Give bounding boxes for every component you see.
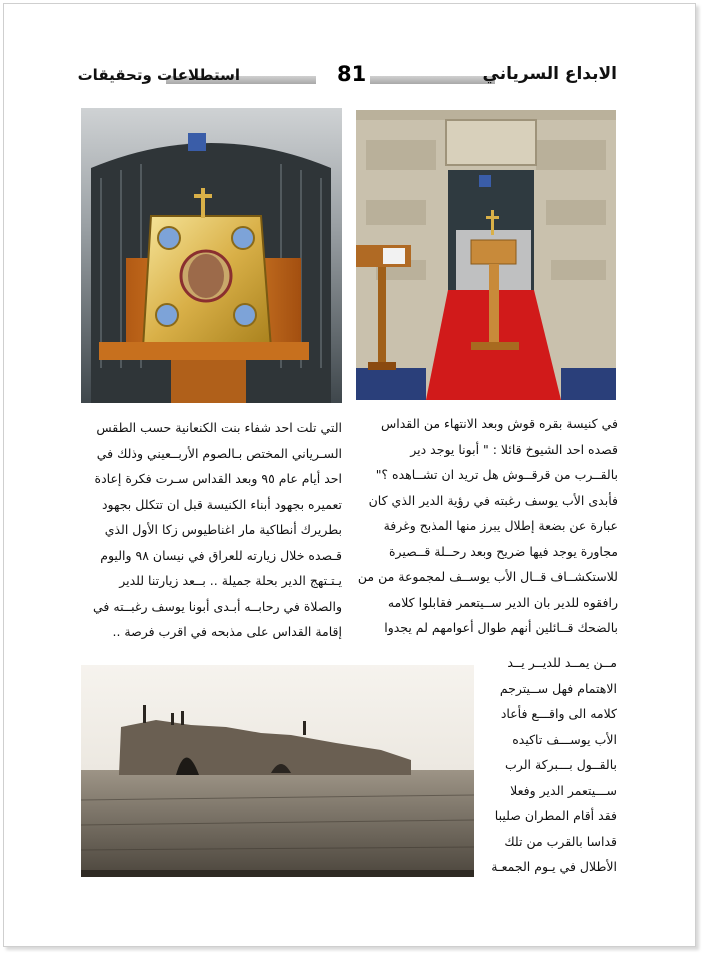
article-line: للاستكشــاف قــال الأب يوســف لمجموعة من من: [357, 569, 618, 584]
article-line: الأب يوســـف تاكيده: [512, 731, 617, 747]
article-line: عبارة عن بضعة إطلال يبرز منها المذبح وغرفة: [383, 518, 618, 533]
article-line: قصده احد الشيوخ قائلا : " أبونا يوجد دير: [410, 441, 618, 457]
article-line: فأبدى الأب يوسف رغبته في رؤية الدير الذي كان: [368, 492, 618, 508]
article-line: احد أيام عام ٩٥ وبعد القداس سـرت فكرة إعادة: [94, 471, 342, 486]
section-title: استطلاعات وتحقيقات: [77, 66, 240, 84]
page-number: 81: [337, 62, 367, 86]
article-line: بالضحك قــائلين أنهم طوال أعوامهم لم يجدوا: [384, 620, 618, 635]
article-line: بطريرك أنطاكية مار اغناطيوس زكا الأول الذي: [104, 522, 342, 537]
article-line: قداسا بالقرب من تلك: [504, 833, 617, 849]
article-column-left: [80, 415, 342, 645]
article-line: السـرياني المختص بـالصوم الأربــعيني وذلك في: [96, 445, 342, 461]
page-header: [77, 62, 617, 92]
article-column-wrap: [475, 650, 617, 880]
article-line: في كنيسة بقره قوش وبعد الانتهاء من القداس: [380, 416, 618, 431]
magazine-title: الابداع السرياني: [482, 64, 617, 84]
photo-monastery-ruins: [81, 665, 474, 877]
photo-gospel-stand: [81, 108, 342, 403]
photo-chapel-entrance: [356, 110, 616, 400]
article-line: كلامه الى واقـــع فأعاد: [500, 706, 617, 721]
article-line: إقامة القداس على مذبحه في اقرب فرصة ..: [112, 624, 342, 639]
article-line: بالقــول بـــبركة الرب: [505, 757, 617, 772]
article-line: التي تلت احد شفاء بنت الكنعانية حسب الطقس: [96, 420, 342, 435]
article-line: والصلاة في رحابــه أبـدى أبونا يوسف رغبــته في: [93, 598, 342, 614]
article-line: ســـيتعمر الدير وفعلا: [510, 782, 617, 798]
article-line: رافقوه للدير بان الدير ســيتعمر فقابلوا كلامه: [387, 594, 618, 610]
monastery-ruins-image: [81, 665, 474, 877]
article-line: قـصده خلال زيارته للعراق في نيسان ٩٨ واليوم: [100, 547, 342, 563]
article-line: فقد أقام المطران صليبا: [494, 808, 617, 823]
gospel-book-stand-image: [81, 108, 342, 403]
article-line: مجاورة يوجد فيها ضريح وبعد رحــلة قــصيرة: [388, 543, 618, 559]
article-line: تعميره بجهود أبناء الكنيسة قبل ان تتكلل بجهود: [101, 496, 342, 512]
article-line: مــن يمــد للديــر يــد: [507, 655, 617, 670]
article-column-right: [356, 411, 618, 641]
chapel-entrance-image: [356, 110, 616, 400]
article-line: الاهتمام فهل ســيترجم: [499, 680, 617, 696]
article-line: الأطلال في يـوم الجمعـة: [491, 859, 617, 874]
article-line: يـتـتهج الدير بحلة جميلة .. بــعد زيارتنا للدير: [119, 573, 342, 588]
article-line: بالقــرب من قرقــوش هل تريد ان تشــاهده ؟": [375, 467, 618, 482]
header-rule-right: [370, 76, 495, 84]
